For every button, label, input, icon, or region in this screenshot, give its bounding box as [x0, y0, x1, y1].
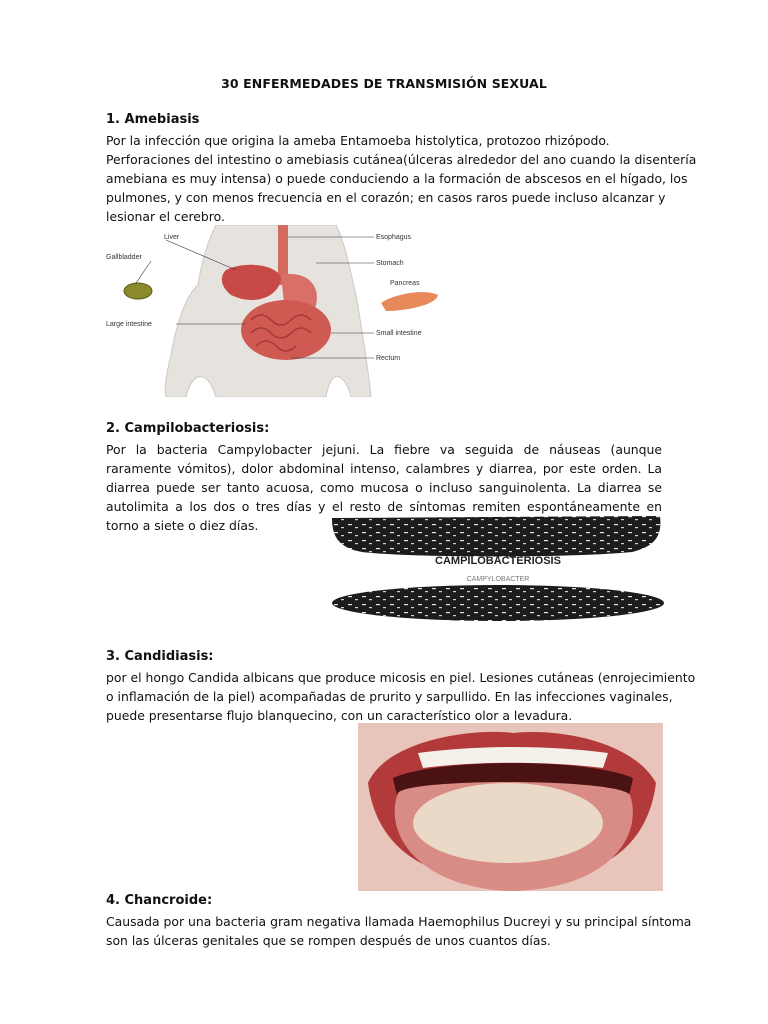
text-line: por el hongo Candida albicans que produce micosis en piel. Lesiones cutáneas (enrojecimiento: [106, 670, 696, 685]
label-stomach: Stomach: [376, 260, 404, 267]
text-line: Perforaciones del intestino o amebiasis cutánea(úlceras alrededor del ano cuando la disentería: [106, 152, 697, 167]
digestive-system-figure: [106, 225, 451, 397]
text-line: o inflamación de la piel) acompañadas de prurito y sarpullido. En las infecciones vaginales,: [106, 689, 673, 704]
section-heading-candidiasis: 3. Candidiasis:: [106, 649, 214, 664]
text-line: Causada por una bacteria gram negativa llamada Haemophilus Ducreyi y su principal síntoma: [106, 914, 692, 929]
bacteria-image-top: [332, 516, 660, 557]
section-heading-chancroide: 4. Chancroide:: [106, 893, 213, 908]
gallbladder-shape: [124, 283, 152, 299]
label-gallbladder: Gallbladder: [106, 254, 142, 261]
text-line: lesionar el cerebro.: [106, 209, 225, 224]
label-small-intestine: Small intestine: [376, 330, 422, 337]
tongue-photo: [358, 723, 663, 891]
label-esophagus: Esophagus: [376, 234, 412, 241]
text-line: son las úlceras genitales que se rompen después de unos cuantos días.: [106, 933, 551, 948]
candida-coating: [413, 783, 603, 863]
campylobacter-figure: [332, 514, 664, 622]
figure-caption: CAMPILOBACTERIOSIS: [435, 555, 561, 567]
text-line: amebiana es muy intensa) o puede conduciendo a la formación de abscesos en el hígado, los: [106, 171, 688, 186]
label-large-intestine: Large intestine: [106, 321, 152, 328]
pancreas-shape: [381, 292, 438, 311]
section-text-campilobacteriosis: Por la bacteria Campylobacter jejuni. La fiebre va seguida de náuseas (aunque raramente vómitos), dolor abdominal intenso, calambres y diarrea, por este orden. La diarrea puede ser tanto acuosa, como mucosa o incluso sanguinolenta. La diarrea se autolimita a los dos o tres días y el resto de síntomas remiten espontáneamente en torno a siete o diez días.: [106, 442, 662, 533]
label-liver: Liver: [164, 234, 180, 241]
section-heading-campilobacteriosis: 2. Campilobacteriosis:: [106, 421, 270, 436]
label-pancreas: Pancreas: [390, 280, 420, 287]
text-line: puede presentarse flujo blanquecino, con un característico olor a levadura.: [106, 708, 573, 723]
section-text-candidiasis: [106, 668, 696, 725]
figure-subcaption: CAMPYLOBACTER: [466, 576, 530, 583]
label-rectum: Rectum: [376, 355, 401, 362]
section-heading-amebiasis: 1. Amebiasis: [106, 112, 200, 127]
section-text-amebiasis: [106, 131, 697, 226]
bacteria-image-bottom: [332, 585, 664, 621]
document-title: 30 ENFERMEDADES DE TRANSMISIÓN SEXUAL: [221, 76, 547, 91]
text-line: pulmones, y con menos frecuencia en el corazón; en casos raros puede incluso alcanzar y: [106, 190, 666, 205]
text-line: Por la infección que origina la ameba Entamoeba histolytica, protozoo rhizópodo.: [106, 133, 610, 148]
section-text-chancroide: [106, 912, 692, 950]
